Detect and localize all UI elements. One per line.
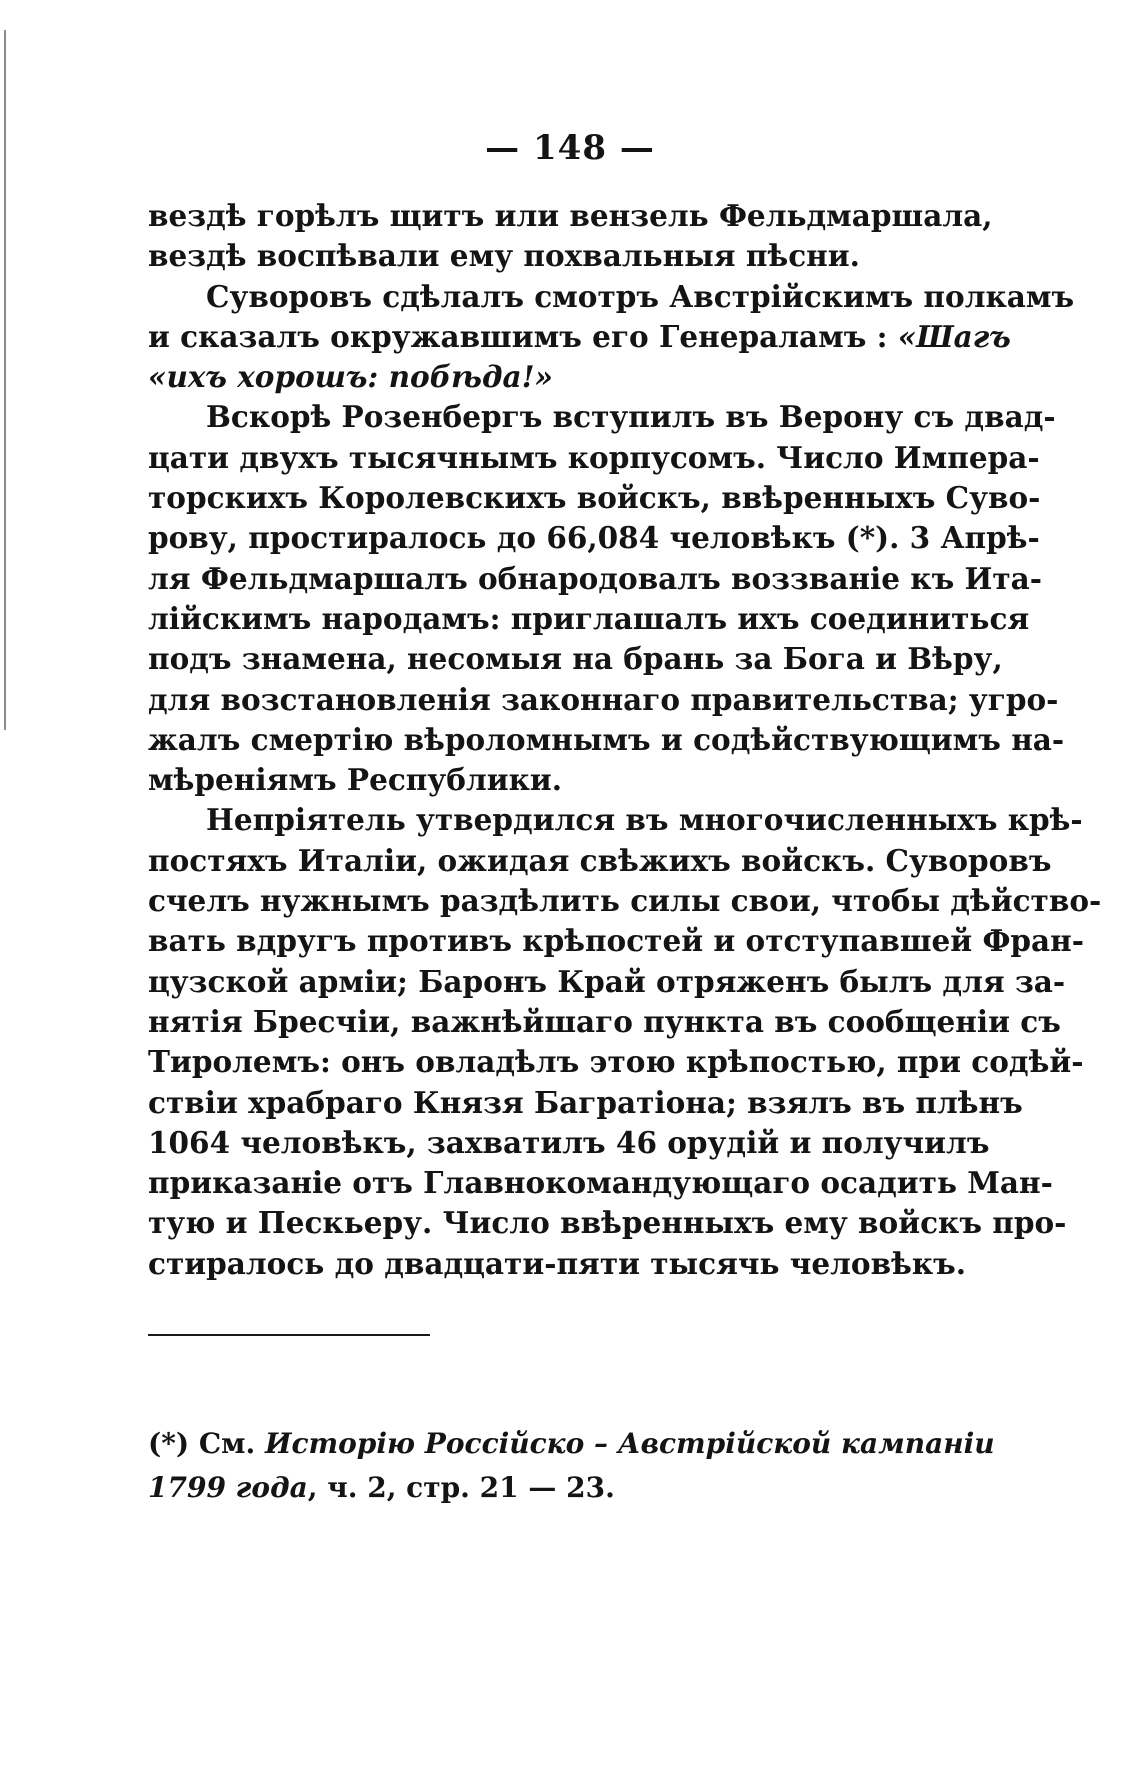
italic-text: «ихъ хорошъ: побѣда!» (148, 359, 553, 395)
text-run: рову, простиралось до 66,084 человѣкъ (*). 3 Апрѣ- (148, 520, 1040, 556)
text-line (148, 639, 1003, 679)
text-line (148, 800, 1083, 840)
text-run: стиралось до двадцати-пяти тысячь человѣкъ. (148, 1245, 967, 1281)
text-run: мѣреніямъ Республики. (148, 762, 563, 798)
text-run: приказаніе отъ Главнокомандующаго осадить Ман- (148, 1165, 1053, 1201)
text-run: Суворовъ сдѣлалъ смотръ Австрійскимъ полкамъ (206, 278, 1075, 314)
text-run: ля Фельдмаршалъ обнародовалъ воззваніе къ Ита- (148, 560, 1042, 596)
text-line (148, 1203, 1067, 1243)
text-line (148, 236, 970, 276)
text-line (148, 518, 1040, 558)
text-run: подъ знамена, несомыя на брань за Бога и Вѣру, (148, 641, 1003, 677)
text-run: Тиролемъ: онъ овладѣлъ этою крѣпостью, при содѣй- (148, 1044, 1084, 1080)
text-run: тую и Пескьеру. Число ввѣренныхъ ему войскъ про- (148, 1205, 1067, 1241)
text-run: ствіи храбраго Князя Багратіона; взялъ въ плѣнъ (148, 1084, 1023, 1120)
text-line (148, 1083, 1023, 1123)
text-run: лійскимъ народамъ: приглашалъ ихъ соединиться (148, 600, 1030, 636)
text-run: цати двухъ тысячнымъ корпусомъ. Число Импера- (148, 439, 1040, 475)
text-line (148, 962, 1066, 1002)
footnote-line (148, 1422, 995, 1466)
footnote-line (148, 1466, 970, 1510)
footnote (148, 1422, 995, 1510)
text-line (148, 357, 970, 397)
text-line (148, 196, 993, 236)
italic-text: «Шагъ (897, 318, 1011, 354)
text-run: для возстановленія законнаго правительства; угро- (148, 681, 1059, 717)
text-run: Вскорѣ Розенбергъ вступилъ въ Верону съ двад- (206, 399, 1056, 435)
text-line (148, 1042, 1084, 1082)
text-line (148, 1163, 1053, 1203)
text-run: и сказалъ окружавшимъ его Генераламъ : (148, 318, 898, 354)
text-line (148, 881, 1102, 921)
text-line (148, 438, 1040, 478)
text-run: Непріятель утвердился въ многочисленныхъ крѣ- (206, 802, 1083, 838)
text-line (148, 1123, 990, 1163)
body-text (148, 196, 1102, 1284)
text-run: цузской арміи; Баронъ Край отряженъ былъ для за- (148, 963, 1066, 999)
text-line (148, 397, 1056, 437)
footnote-text: (*) См. (148, 1427, 265, 1460)
text-run: 1064 человѣкъ, захватилъ 46 орудій и получилъ (148, 1124, 990, 1160)
text-line (148, 760, 970, 800)
text-run: вездѣ воспѣвали ему похвальныя пѣсни. (148, 238, 860, 274)
text-run: торскихъ Королевскихъ войскъ, ввѣренныхъ Суво- (148, 480, 1041, 516)
text-line (148, 478, 1041, 518)
footnote-italic-text: 1799 года (148, 1471, 308, 1504)
footnote-divider (148, 1334, 430, 1336)
text-line (148, 921, 1085, 961)
text-run: жалъ смертію вѣроломнымъ и содѣйствующимъ на- (148, 721, 1065, 757)
text-line (148, 720, 1065, 760)
page-number: — 148 — (485, 128, 655, 168)
text-line (148, 1244, 970, 1284)
text-run: вездѣ горѣлъ щитъ или вензель Фельдмаршала, (148, 198, 993, 233)
text-run: постяхъ Италіи, ожидая свѣжихъ войскъ. Суворовъ (148, 842, 1052, 878)
text-run: нятія Бресчіи, важнѣйшаго пункта въ сообщеніи съ (148, 1003, 1061, 1039)
text-line (148, 1002, 1061, 1042)
text-line (148, 317, 1011, 357)
text-line (148, 680, 1059, 720)
text-line (148, 559, 1042, 599)
text-run: счелъ нужнымъ раздѣлить силы свои, чтобы дѣйство- (148, 883, 1102, 919)
footnote-italic-text: Исторію Россійско – Австрійской кампаніи (265, 1427, 995, 1460)
text-line (148, 599, 1030, 639)
text-run: вать вдругъ противъ крѣпостей и отступавшей Фран- (148, 923, 1085, 959)
footnote-text: , ч. 2, стр. 21 — 23. (307, 1471, 615, 1504)
text-line (148, 277, 1075, 317)
text-line (148, 841, 1052, 881)
